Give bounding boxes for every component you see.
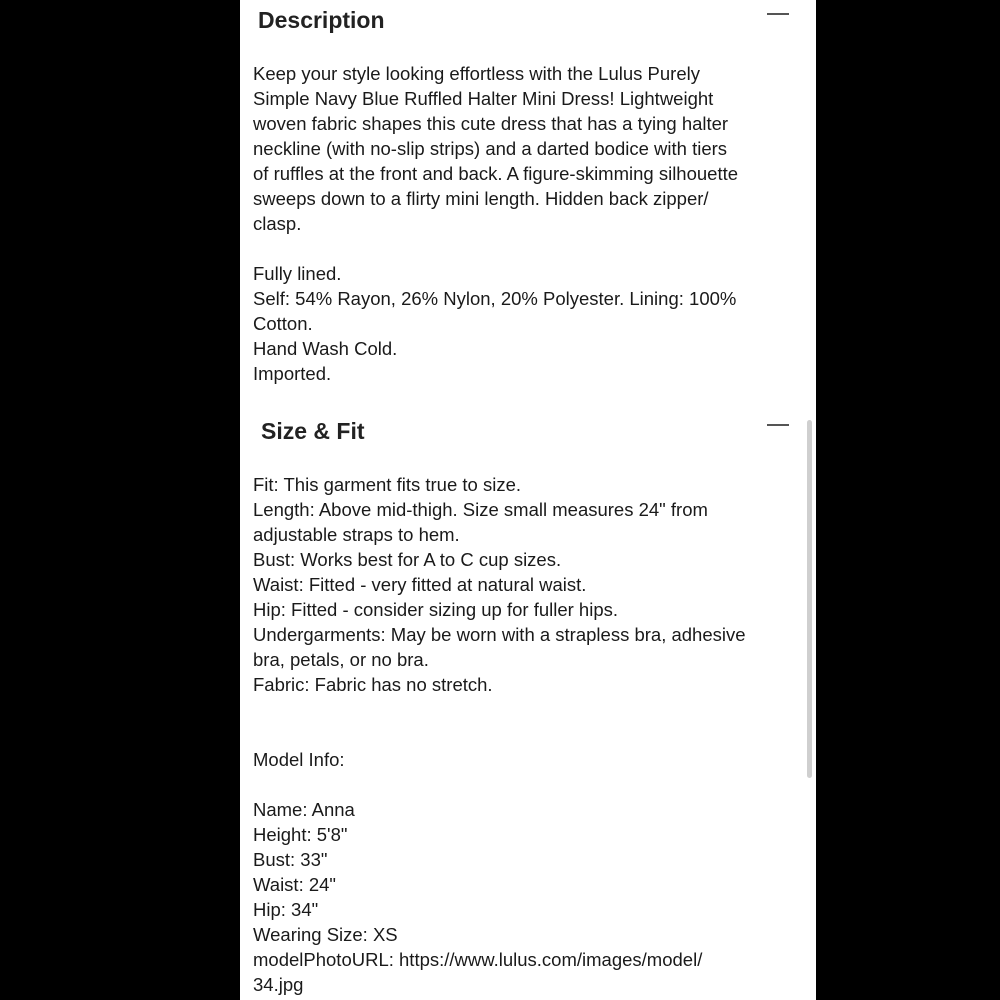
description-header[interactable]	[240, 0, 816, 40]
fit-line: adjustable straps to hem.	[253, 524, 460, 545]
collapse-minus-icon[interactable]	[767, 424, 789, 426]
description-line: of ruffles at the front and back. A figure-skimming silhouette	[253, 163, 739, 184]
collapse-minus-icon[interactable]	[767, 13, 789, 15]
description-line: Simple Navy Blue Ruffled Halter Mini Dress! Lightweight	[253, 88, 714, 109]
paragraph-spacer	[253, 697, 813, 722]
scrollbar-thumb[interactable]	[807, 420, 812, 778]
fit-line: Bust: Works best for A to C cup sizes.	[253, 549, 562, 570]
model-info-line: Waist: 24"	[253, 874, 336, 895]
fit-line: Hip: Fitted - consider sizing up for fuller hips.	[253, 599, 619, 620]
size-fit-title: Size & Fit	[261, 418, 365, 444]
description-title: Description	[258, 7, 385, 33]
fit-line: Length: Above mid-thigh. Size small measures 24" from	[253, 499, 708, 520]
description-line: sweeps down to a flirty mini length. Hidden back zipper/	[253, 188, 709, 209]
description-line: Keep your style looking effortless with the Lulus Purely	[253, 63, 700, 84]
model-info-line: Height: 5'8"	[253, 824, 348, 845]
description-line: woven fabric shapes this cute dress that has a tying halter	[253, 113, 729, 134]
fit-line: Undergarments: May be worn with a strapless bra, adhesive	[253, 624, 746, 645]
product-details-panel	[240, 0, 816, 1000]
detail-line: Imported.	[253, 363, 332, 384]
detail-line: Self: 54% Rayon, 26% Nylon, 20% Polyester. Lining: 100%	[253, 288, 737, 309]
fit-line: Fabric: Fabric has no stretch.	[253, 674, 493, 695]
detail-line: Fully lined.	[253, 263, 342, 284]
model-info-line: Wearing Size: XS	[253, 924, 398, 945]
description-line: clasp.	[253, 213, 302, 234]
detail-line: Cotton.	[253, 313, 313, 334]
model-info-line: Name: Anna	[253, 799, 355, 820]
model-info-line: 34.jpg	[253, 974, 304, 995]
size-fit-body	[253, 472, 813, 997]
model-info-line: Bust: 33"	[253, 849, 328, 870]
model-info-line: modelPhotoURL: https://www.lulus.com/images/model/	[253, 949, 703, 970]
paragraph-spacer	[253, 722, 813, 747]
model-info-line: Hip: 34"	[253, 899, 319, 920]
fit-line: Fit: This garment fits true to size.	[253, 474, 521, 495]
paragraph-spacer	[253, 236, 813, 261]
description-body	[253, 61, 813, 386]
model-info-heading: Model Info:	[253, 749, 345, 770]
paragraph-spacer	[253, 772, 813, 797]
fit-line: bra, petals, or no bra.	[253, 649, 429, 670]
detail-line: Hand Wash Cold.	[253, 338, 398, 359]
size-fit-header[interactable]	[240, 410, 816, 450]
fit-line: Waist: Fitted - very fitted at natural waist.	[253, 574, 587, 595]
description-line: neckline (with no-slip strips) and a darted bodice with tiers	[253, 138, 728, 159]
